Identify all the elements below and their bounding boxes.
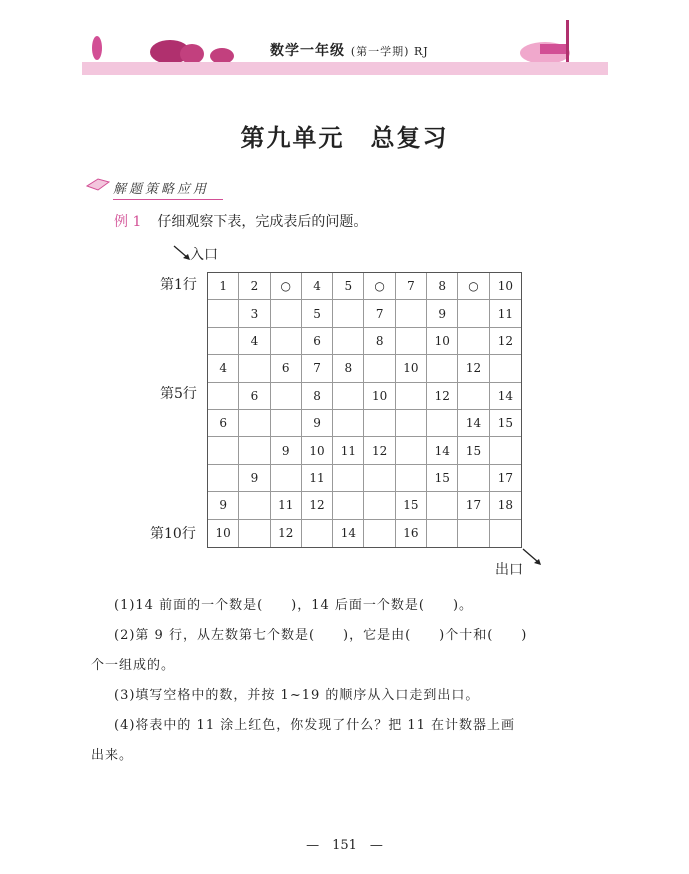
grid-cell: 10 bbox=[490, 273, 521, 300]
grid-cell bbox=[239, 520, 270, 547]
book-icon bbox=[86, 178, 110, 192]
grid-cell bbox=[427, 520, 458, 547]
grid-cell bbox=[239, 355, 270, 382]
grid-cell: 14 bbox=[458, 410, 489, 437]
grid-cell: 12 bbox=[271, 520, 302, 547]
grid-cell bbox=[490, 437, 521, 464]
exit-arrow-icon bbox=[522, 548, 544, 568]
grid-cell bbox=[427, 410, 458, 437]
grid-cell bbox=[396, 465, 427, 492]
grid-cell bbox=[396, 383, 427, 410]
grid-cell: ○ bbox=[271, 273, 302, 300]
entry-arrow-icon bbox=[172, 244, 192, 262]
grid-cell bbox=[333, 328, 364, 355]
grid-cell: 6 bbox=[239, 383, 270, 410]
question-3: (3)填写空格中的数，并按 1~19 的顺序从入口走到出口。 bbox=[114, 688, 480, 703]
grid-cell: 10 bbox=[427, 328, 458, 355]
grid-cell bbox=[396, 328, 427, 355]
grid-cell bbox=[364, 410, 395, 437]
grid-cell bbox=[333, 410, 364, 437]
grid-cell: 8 bbox=[427, 273, 458, 300]
grid-cell: 9 bbox=[271, 437, 302, 464]
grid-cell: 12 bbox=[302, 492, 333, 519]
grid-cell: 1 bbox=[208, 273, 239, 300]
grid-cell: ○ bbox=[458, 273, 489, 300]
grid-cell: 5 bbox=[302, 300, 333, 327]
grid-cell bbox=[271, 328, 302, 355]
grid-cell bbox=[239, 492, 270, 519]
grid-cell: 12 bbox=[490, 328, 521, 355]
row-label-5: 第5行 bbox=[160, 386, 197, 402]
grid-cell bbox=[208, 465, 239, 492]
grid-cell: 6 bbox=[302, 328, 333, 355]
grid-cell bbox=[458, 520, 489, 547]
grid-cell: 5 bbox=[333, 273, 364, 300]
grid-cell: 4 bbox=[208, 355, 239, 382]
grid-cell: 12 bbox=[427, 383, 458, 410]
grid-cell bbox=[208, 383, 239, 410]
grid-cell: 15 bbox=[458, 437, 489, 464]
grid-cell: 3 bbox=[239, 300, 270, 327]
grid-cell: 4 bbox=[239, 328, 270, 355]
grid-cell bbox=[364, 355, 395, 382]
grid-cell: 9 bbox=[302, 410, 333, 437]
grid-cell bbox=[458, 300, 489, 327]
row-label-10: 第10行 bbox=[150, 526, 196, 542]
book-subtitle: (第一学期) RJ bbox=[350, 45, 429, 58]
grid-cell: 14 bbox=[333, 520, 364, 547]
grid-cell bbox=[333, 465, 364, 492]
grid-cell bbox=[333, 383, 364, 410]
grid-cell: 6 bbox=[208, 410, 239, 437]
grid-cell bbox=[364, 520, 395, 547]
grid-cell: 9 bbox=[208, 492, 239, 519]
grid-cell: 6 bbox=[271, 355, 302, 382]
grid-cell bbox=[239, 437, 270, 464]
grid-cell bbox=[302, 520, 333, 547]
row-label-1: 第1行 bbox=[160, 277, 197, 293]
grid-cell bbox=[490, 355, 521, 382]
grid-cell: 17 bbox=[490, 465, 521, 492]
grid-cell: 15 bbox=[396, 492, 427, 519]
grid-cell bbox=[271, 383, 302, 410]
page-title: 第九单元 总复习 bbox=[240, 123, 449, 152]
exit-label: 出口 bbox=[495, 562, 523, 578]
example-text: 仔细观察下表，完成表后的问题。 bbox=[157, 214, 368, 230]
grid-cell bbox=[208, 437, 239, 464]
grid-cell: 8 bbox=[364, 328, 395, 355]
number-grid bbox=[207, 272, 522, 548]
example-prompt bbox=[114, 211, 367, 231]
grid-cell bbox=[239, 410, 270, 437]
grid-cell: 12 bbox=[364, 437, 395, 464]
grid-cell bbox=[490, 520, 521, 547]
grid-cell: 7 bbox=[396, 273, 427, 300]
grid-cell: 10 bbox=[396, 355, 427, 382]
grid-cell: 14 bbox=[490, 383, 521, 410]
grid-cell bbox=[271, 410, 302, 437]
grid-cell: 11 bbox=[271, 492, 302, 519]
grid-cell: 15 bbox=[427, 465, 458, 492]
book-title: 数学一年级 bbox=[270, 43, 345, 59]
grid-cell: 9 bbox=[239, 465, 270, 492]
grid-cell: 9 bbox=[427, 300, 458, 327]
grid-cell: ○ bbox=[364, 273, 395, 300]
grid-cell bbox=[271, 465, 302, 492]
grid-cell bbox=[458, 328, 489, 355]
grid-cell: 11 bbox=[333, 437, 364, 464]
grid-cell: 7 bbox=[364, 300, 395, 327]
grid-cell bbox=[208, 300, 239, 327]
grid-cell bbox=[271, 300, 302, 327]
grid-cell bbox=[427, 492, 458, 519]
grid-cell: 8 bbox=[302, 383, 333, 410]
grid-cell: 4 bbox=[302, 273, 333, 300]
question-4: (4)将表中的 11 涂上红色，你发现了什么？把 11 在计数器上画 bbox=[114, 718, 516, 733]
grid-cell: 18 bbox=[490, 492, 521, 519]
question-1: (1)14 前面的一个数是( )，14 后面一个数是( )。 bbox=[114, 598, 474, 613]
grid-cell bbox=[333, 300, 364, 327]
grid-cell bbox=[396, 437, 427, 464]
page-number: — 151 — bbox=[306, 838, 383, 853]
grid-cell bbox=[427, 355, 458, 382]
grid-cell: 8 bbox=[333, 355, 364, 382]
grid-cell: 15 bbox=[490, 410, 521, 437]
question-2: (2)第 9 行，从左数第七个数是( )，它是由( )个十和( ) bbox=[114, 628, 528, 643]
grid-cell: 10 bbox=[302, 437, 333, 464]
grid-cell: 7 bbox=[302, 355, 333, 382]
grid-cell bbox=[333, 492, 364, 519]
grid-cell bbox=[396, 300, 427, 327]
grid-cell: 11 bbox=[302, 465, 333, 492]
grid-cell: 10 bbox=[364, 383, 395, 410]
grid-cell bbox=[364, 465, 395, 492]
grid-cell bbox=[458, 465, 489, 492]
entry-label: 入口 bbox=[190, 247, 218, 263]
grid-cell: 14 bbox=[427, 437, 458, 464]
question-4-cont: 出来。 bbox=[91, 748, 134, 763]
grid-cell: 12 bbox=[458, 355, 489, 382]
grid-cell: 10 bbox=[208, 520, 239, 547]
example-label: 例 1 bbox=[114, 214, 142, 230]
grid-cell: 2 bbox=[239, 273, 270, 300]
header-title bbox=[270, 40, 429, 60]
grid-cell bbox=[396, 410, 427, 437]
grid-cell bbox=[458, 383, 489, 410]
grid-cell: 16 bbox=[396, 520, 427, 547]
grid-cell bbox=[208, 328, 239, 355]
grid-cell bbox=[364, 492, 395, 519]
grid-cell: 11 bbox=[490, 300, 521, 327]
question-2-cont: 个一组成的。 bbox=[91, 658, 176, 673]
section-heading: 解题策略应用 bbox=[113, 178, 223, 200]
grid-cell: 17 bbox=[458, 492, 489, 519]
header-band bbox=[82, 62, 608, 75]
